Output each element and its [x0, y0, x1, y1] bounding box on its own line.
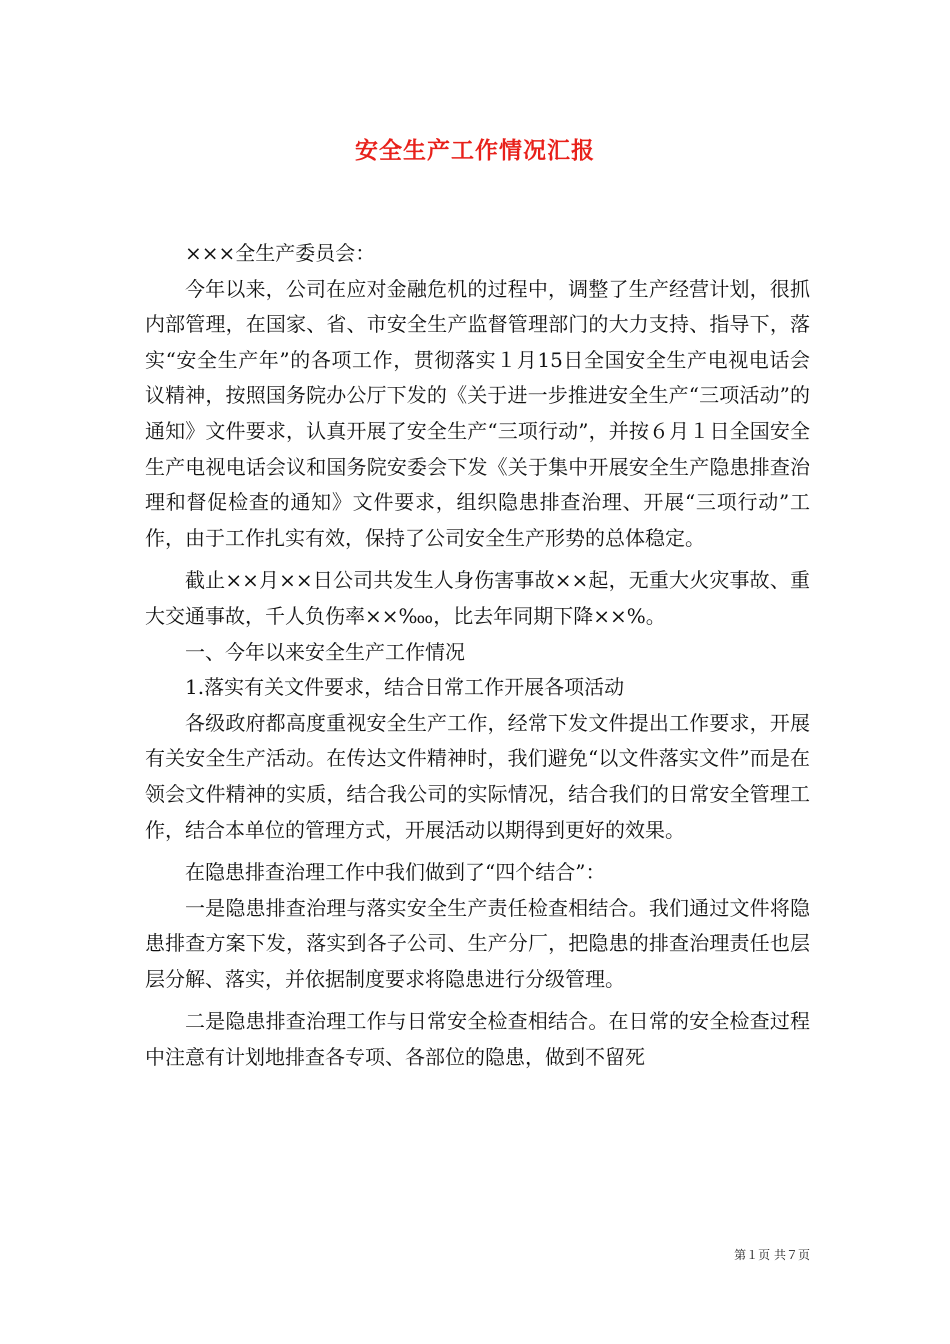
paragraph-activities: 各级政府都高度重视安全生产工作，经常下发文件提出工作要求，开展有关安全生产活动。在传达文件精神时，我们避免“以文件落实文件”而是在领会文件精神的实质，结合我公司的实际情况，结合我们的日常安全管理工作，结合本单位的管理方式，开展活动以期得到更好的效果。 — [145, 710, 810, 842]
paragraph-combination-one: 一是隐患排查治理与落实安全生产责任检查相结合。我们通过文件将隐患排查方案下发，落实到各子公司、生产分厂，把隐患的排查治理责任也层层分解、落实，并依据制度要求将隐患进行分级管理。 — [145, 895, 810, 991]
paragraph-statistics: 截止××月××日公司共发生人身伤害事故××起，无重大火灾事故、重大交通事故，千人负伤率××‱，比去年同期下降××%。 — [145, 568, 810, 628]
paragraph-four-combinations: 在隐患排查治理工作中我们做到了“四个结合”： — [185, 860, 606, 885]
section-heading-1: 一、今年以来安全生产工作情况 — [185, 639, 465, 664]
paragraph-combination-two: 二是隐患排查治理工作与日常安全检查相结合。在日常的安全检查过程中注意有计划地排查各专项、各部位的隐患，做到不留死 — [145, 1009, 810, 1070]
salutation: ×××全生产委员会： — [185, 241, 376, 265]
paragraph-intro: 今年以来，公司在应对金融危机的过程中，调整了生产经营计划，很抓内部管理，在国家、省、市安全生产监督管理部门的大力支持、指导下，落实“安全生产年”的各项工作，贯彻落实１月15日全国安全生产电视电话会议精神，按照国务院办公厅下发的《关于进一步推进安全生产“三项活动”的通知》文件要求，认真开展了安全生产“三项行动”，并按６月１日全国安全生产电视电话会议和国务院安委会下发《关于集中开展安全生产隐患排查治理和督促检查的通知》文件要求，组织隐患排查治理、开展“三项行动”工作，由于工作扎实有效，保持了公司安全生产形势的总体稳定。 — [145, 276, 810, 550]
page-number: 第１页 共７页 — [734, 1248, 810, 1262]
document-body — [145, 236, 810, 1076]
document-title: 安全生产工作情况汇报 — [355, 137, 595, 164]
subsection-heading-1: 1.落实有关文件要求，结合日常工作开展各项活动 — [185, 675, 625, 700]
